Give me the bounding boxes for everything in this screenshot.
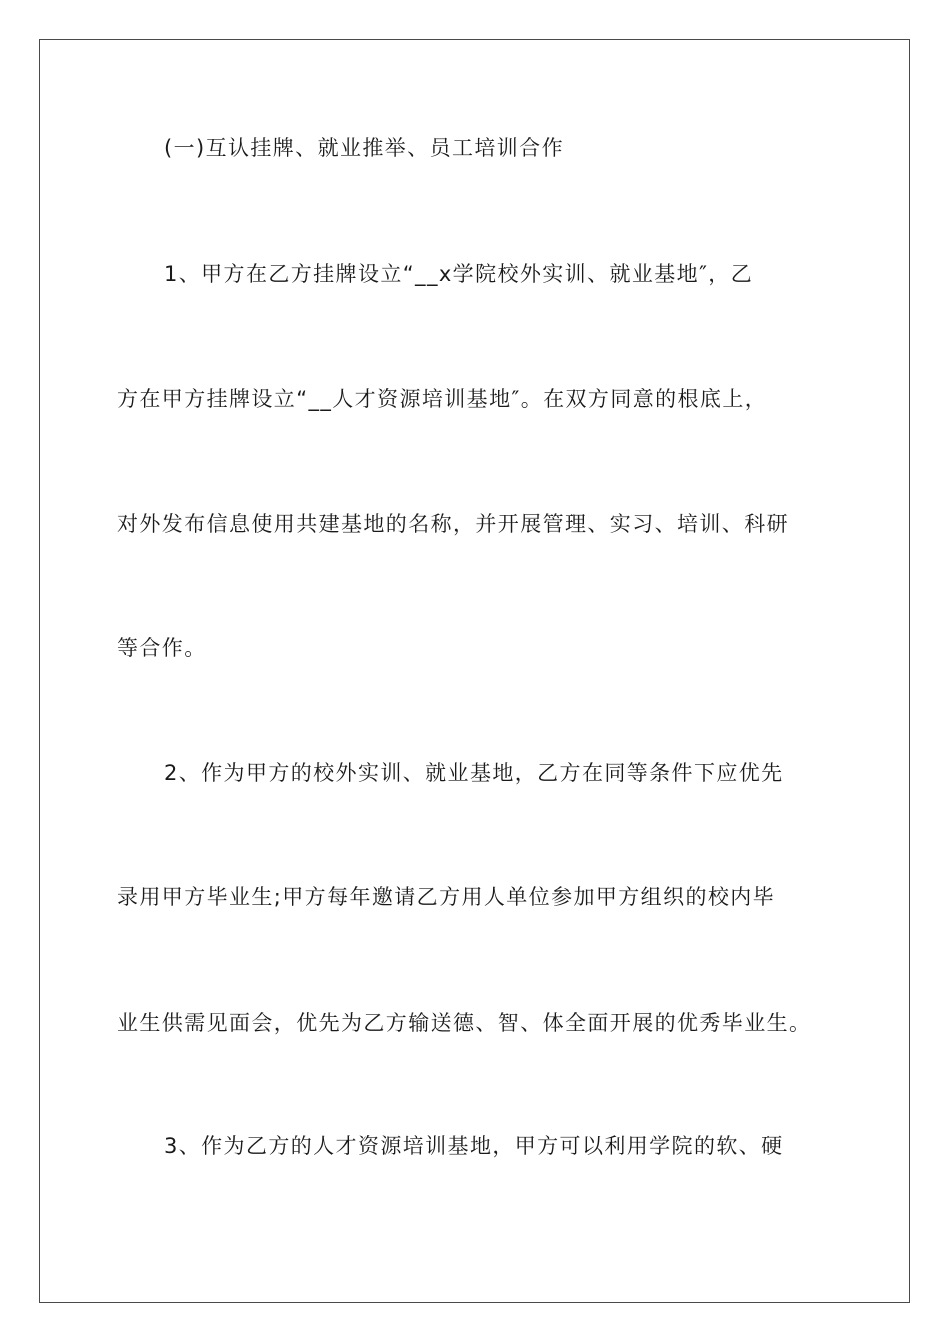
paragraph-line: 等合作。 xyxy=(117,636,207,660)
paragraph-line: 对外发布信息使用共建基地的名称，并开展管理、实习、培训、科研 xyxy=(117,512,789,536)
paragraph-line: 方在甲方挂牌设立“__人才资源培训基地″。在双方同意的根底上， xyxy=(117,387,768,411)
section-heading: (一)互认挂牌、就业推举、员工培训合作 xyxy=(164,136,564,160)
paragraph-line: 1、甲方在乙方挂牌设立“__x学院校外实训、就业基地″，乙 xyxy=(164,262,754,286)
paragraph-line: 业生供需见面会，优先为乙方输送德、智、体全面开展的优秀毕业生。 xyxy=(117,1011,812,1035)
paragraph-line: 2、作为甲方的校外实训、就业基地，乙方在同等条件下应优先 xyxy=(164,761,784,785)
paragraph-line: 3、作为乙方的人才资源培训基地，甲方可以利用学院的软、硬 xyxy=(164,1134,784,1158)
page-border xyxy=(39,39,910,1303)
paragraph-line: 录用甲方毕业生;甲方每年邀请乙方用人单位参加甲方组织的校内毕 xyxy=(117,885,776,909)
